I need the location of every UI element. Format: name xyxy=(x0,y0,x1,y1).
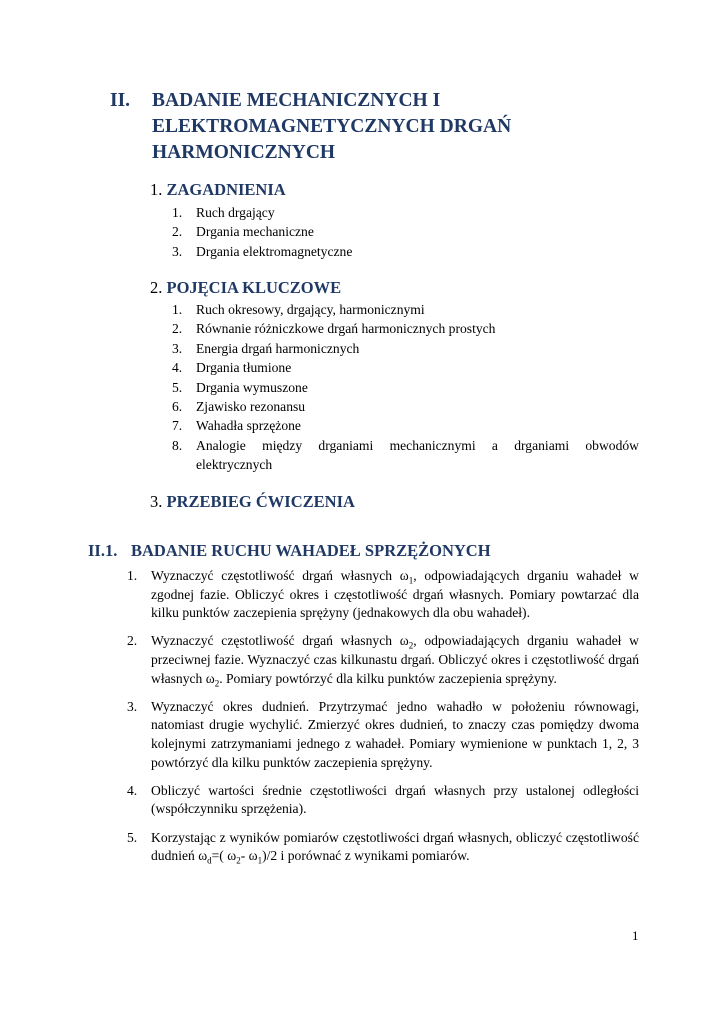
list-item xyxy=(169,319,639,338)
subsection-title: BADANIE RUCHU WAHADEŁ SPRZĘŻONYCH xyxy=(131,541,491,560)
list-item-text: Zjawisko rezonansu xyxy=(196,399,306,415)
task-list xyxy=(127,567,639,875)
list-item xyxy=(169,416,639,435)
list-item-number: 8. xyxy=(172,437,183,453)
list-item-number: 2. xyxy=(172,321,183,337)
section-title: POJĘCIA KLUCZOWE xyxy=(166,278,342,297)
list-item-text: Ruch okresowy, drgający, harmonicznymi xyxy=(196,302,425,317)
task-text xyxy=(151,567,639,623)
subsection-number: II.1. xyxy=(88,541,118,560)
list-item xyxy=(169,339,639,358)
chapter-title-line: BADANIE MECHANICZNYCH I xyxy=(152,90,441,111)
list-item xyxy=(169,397,639,416)
omega-subscript: 2 xyxy=(214,678,220,689)
task-item xyxy=(127,829,639,866)
chapter-title-line: HARMONICZNYCH xyxy=(152,142,336,163)
task-number: 3. xyxy=(127,698,138,714)
list-item-number: 7. xyxy=(172,418,183,434)
section-list xyxy=(169,300,639,475)
task-text xyxy=(151,632,639,688)
task-text xyxy=(151,698,639,772)
list-item-number: 1. xyxy=(172,205,183,220)
list-item xyxy=(169,242,639,261)
chapter-title-text xyxy=(152,88,632,166)
section-heading-przebieg xyxy=(150,492,355,512)
task-text-run: , odpowiadających drganiu wahadeł w zgodnej fazie. Obliczyć okres i częstotliwość drgań własnych. Pomiary powtarzać dla kilku punktów zaczepienia sprężyny (jednakowych dla obu wahadeł). xyxy=(151,568,639,621)
task-text-run: , odpowiadających drganiu wahadeł w przeciwnej fazie. Wyznaczyć czas kilkunastu drgań. Obliczyć okres i częstotliwość drgań własnych ω xyxy=(151,633,639,686)
page-number: 1 xyxy=(632,928,639,943)
list-item-number: 6. xyxy=(172,399,183,415)
task-item xyxy=(127,698,639,772)
task-text-run: Korzystając z wyników pomiarów częstotliwości drgań własnych, obliczyć częstotliwość dudnień ω xyxy=(151,829,639,864)
subsection-heading xyxy=(88,541,491,561)
section-number: 3. xyxy=(150,492,163,511)
list-item-text: Równanie różniczkowe drgań harmonicznych prostych xyxy=(196,321,496,337)
task-item xyxy=(127,632,639,688)
list-item-number: 3. xyxy=(172,243,183,259)
task-number: 5. xyxy=(127,829,138,845)
list-item-text: Wahadła sprzężone xyxy=(196,418,301,434)
section-title: ZAGADNIENIA xyxy=(166,180,286,199)
task-text-run: Wyznaczyć okres dudnień. Przytrzymać jedno wahadło w położeniu równowagi, natomiast drugie wychylić. Zmierzyć okres dudnień, to znaczy czas pomiędzy dwoma kolejnymi zatrzymaniami jednego z wahadeł. Pomiary wymienione w punktach 1, 2, 3 powtórzyć dla kilku punktów zaczepienia sprężyny. xyxy=(151,698,639,770)
omega-subscript: 2 xyxy=(408,641,414,652)
section-heading-zagadnienia xyxy=(150,180,286,200)
list-item xyxy=(169,358,639,377)
section-number: 1. xyxy=(150,180,163,199)
task-text-run: )/2 i porównać z wynikami pomiarów. xyxy=(262,848,470,864)
list-item-number: 4. xyxy=(172,360,183,376)
section-heading-pojecia xyxy=(150,278,341,298)
task-number: 2. xyxy=(127,633,138,649)
list-item xyxy=(169,436,639,475)
list-item-number: 3. xyxy=(172,340,183,356)
task-item xyxy=(127,567,639,623)
chapter-title-line: ELEKTROMAGNETYCZNYCH DRGAŃ xyxy=(152,116,512,137)
task-item xyxy=(127,782,639,819)
chapter-number: II. xyxy=(110,90,131,111)
section-list xyxy=(169,203,639,261)
list-item-text: Drgania wymuszone xyxy=(196,379,308,395)
list-item-text: Drgania elektromagnetyczne xyxy=(196,243,353,259)
task-text-run: Obliczyć wartości średnie częstotliwości drgań własnych przy ustalonej odległości (współczynniku sprzężenia). xyxy=(151,782,639,817)
task-text-run: Wyznaczyć częstotliwość drgań własnych ω xyxy=(151,633,409,649)
list-item xyxy=(169,203,639,222)
list-item-text: Drgania mechaniczne xyxy=(196,224,314,240)
omega-subscript: 1 xyxy=(257,855,263,866)
list-item-text: Drgania tłumione xyxy=(196,360,292,376)
list-item-number: 1. xyxy=(172,302,183,317)
list-item-number: 5. xyxy=(172,379,183,395)
task-text-run: - ω xyxy=(240,848,258,864)
list-item-text: Ruch drgający xyxy=(196,205,275,220)
section-number: 2. xyxy=(150,278,163,297)
list-item xyxy=(169,378,639,397)
task-number: 1. xyxy=(127,568,138,583)
list-item xyxy=(169,300,639,319)
task-text-run: . Pomiary powtórzyć dla kilku punktów zaczepienia sprężyny. xyxy=(219,670,557,686)
task-text xyxy=(151,782,639,819)
list-item-text: Energia drgań harmonicznych xyxy=(196,340,360,356)
list-item-text: Analogie między drganiami mechanicznymi a drganiami obwodów elektrycznych xyxy=(196,437,639,473)
task-text-run: Wyznaczyć częstotliwość drgań własnych ω xyxy=(151,568,409,583)
omega-subscript: d xyxy=(207,855,212,866)
list-item xyxy=(169,222,639,241)
omega-subscript: 1 xyxy=(408,575,414,586)
task-text-run: =( ω xyxy=(211,848,237,864)
task-text xyxy=(151,829,639,866)
section-title: PRZEBIEG ĆWICZENIA xyxy=(166,492,355,511)
list-item-number: 2. xyxy=(172,224,183,240)
omega-subscript: 2 xyxy=(236,855,241,866)
task-number: 4. xyxy=(127,782,138,798)
